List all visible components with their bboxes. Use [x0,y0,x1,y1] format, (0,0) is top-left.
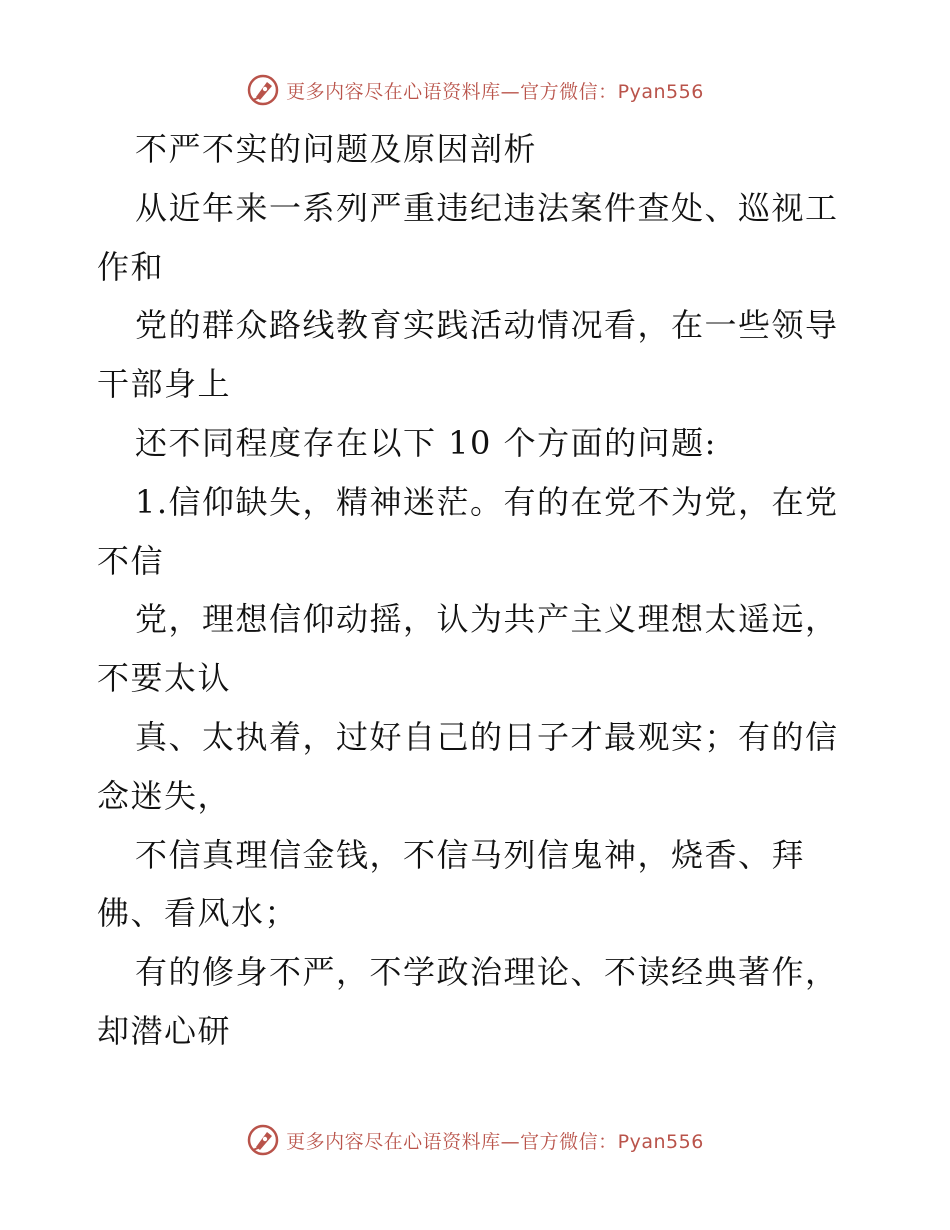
footer-watermark [0,1120,950,1160]
paragraph-line: 1.信仰缺失，精神迷茫。有的在党不为党，在党 [135,482,839,521]
paragraph-line: 念迷失， [97,776,232,815]
header-watermark [0,70,950,110]
paragraph-line: 不信 [97,541,165,580]
paragraph-line: 有的修身不严，不学政治理论、不读经典著作， [135,953,839,992]
watermark-text: 更多内容尽在心语资料库—官方微信：Pyan556 [286,80,704,103]
paragraph-line: 真、太执着，过好自己的日子才最观实；有的信 [135,717,839,756]
paragraph-line: 作和 [97,247,165,286]
paragraph-line: 不要太认 [97,659,232,698]
paragraph-line: 党，理想信仰动摇，认为共产主义理想太遥远， [135,600,839,639]
pen-nib-logo-icon [246,73,280,107]
pen-nib-logo-icon [246,1123,280,1157]
paragraph-line: 不信真理信金钱，不信马列信鬼神，烧香、拜 [135,835,806,874]
paragraph-line: 还不同程度存在以下 10 个方面的问题: [135,423,717,462]
paragraph-line: 却潜心研 [97,1011,232,1050]
paragraph-line: 干部身上 [97,365,232,404]
watermark-text: 更多内容尽在心语资料库—官方微信：Pyan556 [286,1130,704,1153]
paragraph-line: 从近年来一系列严重违纪违法案件查处、巡视工 [135,188,839,227]
paragraph-line: 党的群众路线教育实践活动情况看，在一些领导 [135,306,839,345]
document-title: 不严不实的问题及原因剖析 [135,130,538,168]
paragraph-line: 佛、看风水； [97,894,299,933]
document-body [97,120,857,1061]
